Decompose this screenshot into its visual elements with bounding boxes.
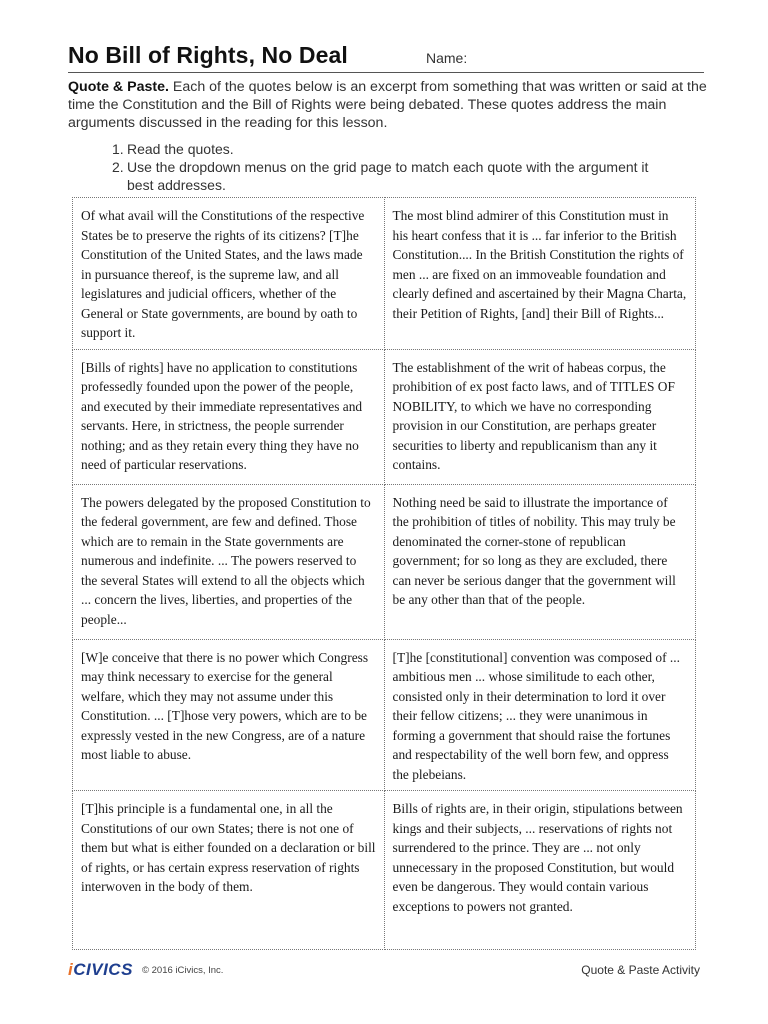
- intro-paragraph: [68, 78, 708, 132]
- quotes-grid: [72, 197, 696, 950]
- copyright-text: © 2016 iCivics, Inc.: [142, 965, 224, 976]
- logo-text: CIVICS: [73, 960, 133, 979]
- quote-cell: [W]e conceive that there is no power which Congress may think necessary to exercise for the general welfare, which they may not assume under this Constitution. ... [T]hose very powers, which are to be expressly vested in the new Congress, are of a nature most liable to abuse.: [73, 639, 385, 791]
- quote-cell: Bills of rights are, in their origin, stipulations between kings and their subjects, ... reservations of rights not surrendered to the prince. They are ... not only unnecessary in the proposed Constitution, but would even be dangerous. They would contain various exceptions to powers not granted.: [384, 791, 696, 950]
- quote-cell: [T]he [constitutional] convention was composed of ... ambitious men ... whose similitude to each other, consisted only in their determination to lord it over their fellow citizens; ... they were unanimous in forming a government that should raise the fortunes and respectability of the well born few, and oppress the plebeians.: [384, 639, 696, 791]
- quote-row: [73, 791, 696, 950]
- page-title: No Bill of Rights, No Deal: [68, 42, 348, 68]
- quote-cell: [Bills of rights] have no application to constitutions professedly founded upon the power of the people, and executed by their immediate representatives and servants. Here, in strictness, the people surrender nothing; and as they retain every thing they have no need of particular reservations.: [73, 349, 385, 484]
- instruction-list: [112, 140, 672, 194]
- quote-cell: The most blind admirer of this Constitution must in his heart confess that it is ... far inferior to the British Constitution.... In the British Constitution the rights of men ... are fixed on an immoveable foundation and clearly defined and ascertained by their Magna Charta, their Petition of Rights, [and] their Bill of Rights...: [384, 198, 696, 350]
- quote-row: [73, 198, 696, 350]
- activity-label: Quote & Paste Activity: [581, 963, 700, 977]
- intro-text: Each of the quotes below is an excerpt from something that was written or said at the time the Constitution and the Bill of Rights were being debated. These quotes address the main arguments discussed in the reading for this lesson.: [68, 79, 707, 131]
- quote-cell: [T]his principle is a fundamental one, in all the Constitutions of our own States; there is not one of them but what is either founded on a declaration or bill of rights, or has certain express reservation of rights interwoven in the body of them.: [73, 791, 385, 950]
- quote-row: [73, 484, 696, 639]
- quote-cell: The establishment of the writ of habeas corpus, the prohibition of ex post facto laws, and of TITLES OF NOBILITY, to which we have no corresponding provision in our Constitution, are perhaps greater securities to liberty and republicanism than any it contains.: [384, 349, 696, 484]
- name-field-label: Name:: [426, 50, 468, 66]
- instruction-step: [112, 158, 672, 194]
- icivics-logo: [68, 960, 133, 980]
- step-text: Use the dropdown menus on the grid page to match each quote with the argument it best addresses.: [127, 159, 649, 193]
- page-header: [68, 42, 704, 73]
- page-footer: [68, 960, 704, 982]
- quote-row: [73, 349, 696, 484]
- quote-cell: Nothing need be said to illustrate the importance of the prohibition of titles of nobility. This may truly be denominated the corner-stone of republican government; for so long as they are excluded, there can never be serious danger that the government will be any other than that of the people.: [384, 484, 696, 639]
- logo-i: i: [68, 960, 74, 979]
- instruction-step: [112, 140, 672, 158]
- step-text: Read the quotes.: [127, 141, 234, 157]
- step-number: 2.: [112, 159, 124, 175]
- quote-row: [73, 639, 696, 791]
- intro-lead: Quote & Paste.: [68, 79, 169, 95]
- quote-cell: Of what avail will the Constitutions of the respective States be to preserve the rights of its citizens? [T]he Constitution of the United States, and the laws made in pursuance thereof, is the supreme law, and all legislatures and judicial officers, whether of the General or State governments, are bound by oath to support it.: [73, 198, 385, 350]
- step-number: 1.: [112, 141, 124, 157]
- quote-cell: The powers delegated by the proposed Constitution to the federal government, are few and defined. Those which are to remain in the State governments are numerous and indefinite. ... The powers reserved to the several States will extend to all the objects which ... concern the lives, liberties, and properties of the people...: [73, 484, 385, 639]
